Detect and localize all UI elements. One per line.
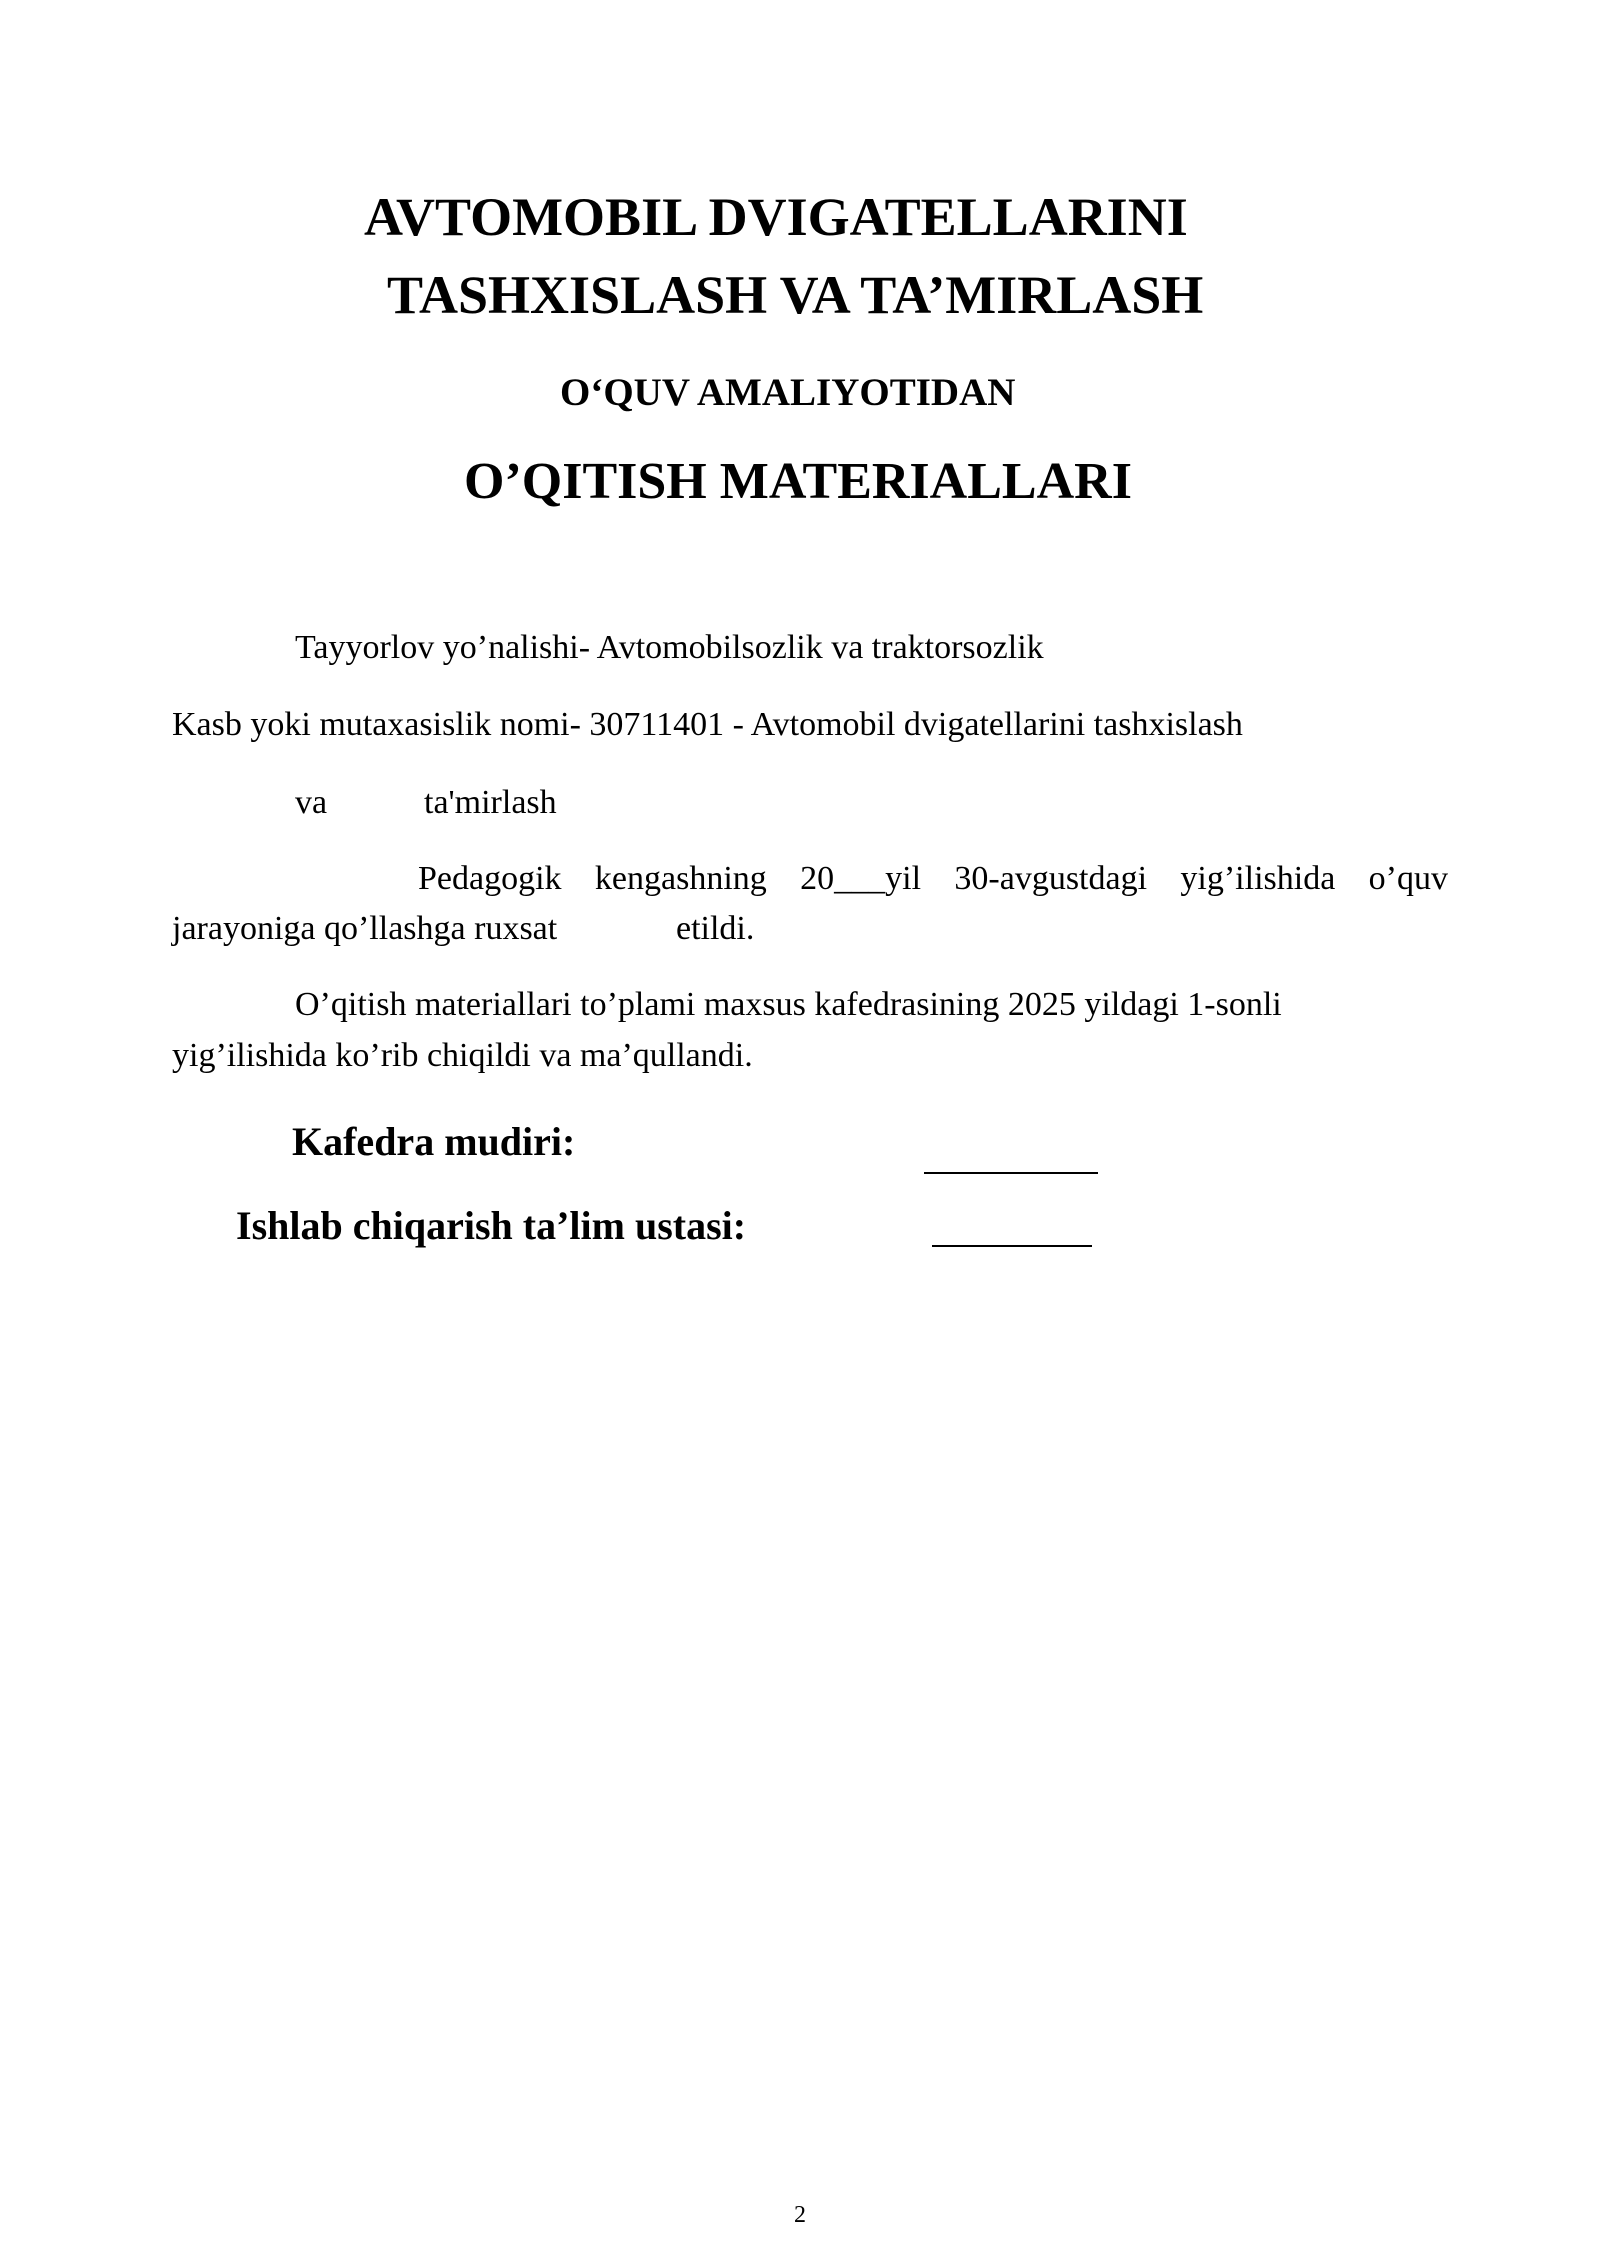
- profession-continuation-va: va: [295, 784, 328, 821]
- department-approval-line-2: yig’ilishida ko’rib chiqildi va ma’qullandi.: [172, 1037, 753, 1074]
- page-number: 2: [794, 2202, 806, 2228]
- document-title-line-1: AVTOMOBIL DVIGATELLARINI: [364, 187, 1188, 247]
- pedagogical-council-line-1: Pedagogik kengashning 20___yil 30-avgustdagi yig’ilishida o’quv: [418, 860, 1448, 897]
- profession-name-text: Kasb yoki mutaxasislik nomi- 30711401 - Avtomobil dvigatellarini tashxislash: [172, 706, 1243, 743]
- document-heading: O’QITISH MATERIALLARI: [464, 453, 1132, 510]
- profession-continuation-tamirlash: ta'mirlash: [424, 784, 557, 821]
- training-direction-text: Tayyorlov yo’nalishi- Avtomobilsozlik va traktorsozlik: [295, 629, 1044, 666]
- department-approval-line-1: O’qitish materiallari to’plami maxsus kafedrasining 2025 yildagi 1-sonli: [295, 986, 1282, 1023]
- department-head-signature-line: [924, 1172, 1098, 1174]
- training-master-signature-line: [932, 1245, 1092, 1247]
- pedagogical-council-line-2: jarayoniga qo’llashga ruxsat: [172, 910, 558, 947]
- department-head-label: Kafedra mudiri:: [292, 1119, 576, 1164]
- document-title-line-2: TASHXISLASH VA TA’MIRLASH: [387, 265, 1204, 325]
- document-subtitle: O‘QUV AMALIYOTIDAN: [560, 371, 1016, 414]
- pedagogical-council-line-2-end: etildi.: [676, 910, 755, 947]
- training-master-label: Ishlab chiqarish ta’lim ustasi:: [236, 1203, 747, 1248]
